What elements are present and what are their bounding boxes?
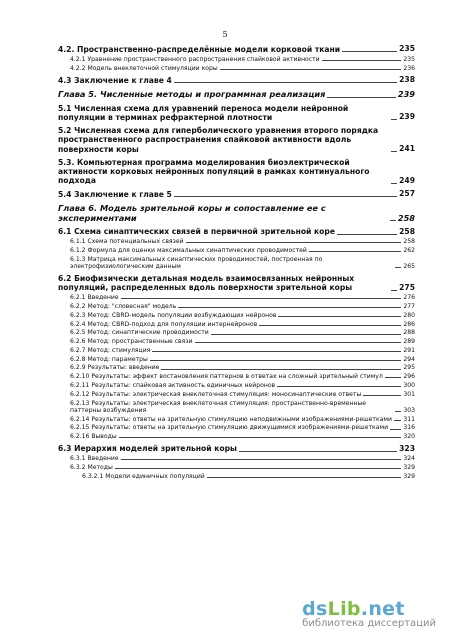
toc-page-number: 311 — [403, 415, 415, 423]
toc-entry-title: 6.3.2.1 Модели единичных популяций — [82, 472, 205, 480]
toc-page-number: 258 — [403, 238, 415, 246]
toc-leader-line — [239, 451, 397, 452]
toc-leader-line — [277, 386, 401, 387]
toc-page-number: 294 — [403, 355, 415, 363]
toc-page-number: 288 — [403, 329, 415, 337]
toc-leader-line — [391, 183, 397, 184]
toc-leader-line — [207, 477, 402, 478]
toc-page-number: 296 — [403, 373, 415, 381]
toc-page-number: 289 — [403, 338, 415, 346]
toc-subsection[interactable] — [58, 464, 415, 471]
toc-entry-title: 6.2.8 Метод: параметры — [70, 355, 148, 363]
toc-leader-line — [391, 290, 397, 291]
toc-entry-title: 5.2 Численная схема для гиперболического уравнения второго порядка пространственного распространения спайковой активности вдоль поверхности коры — [58, 126, 379, 154]
toc-subsection[interactable] — [58, 312, 415, 319]
toc-section[interactable] — [58, 45, 415, 54]
toc-section[interactable] — [58, 126, 415, 154]
toc-leader-line — [186, 242, 402, 243]
dslib-watermark — [302, 598, 436, 629]
toc-entry-title: 4.2.2 Модель внеклеточной стимуляции коры — [70, 64, 218, 72]
toc-entry-title: 6.2 Биофизически детальная модель взаимосвязанных нейронных популяций, распределенных вдоль поверхности зрительной коры — [58, 274, 355, 293]
toc-subsection[interactable] — [58, 329, 415, 336]
toc-page-number: 275 — [399, 282, 415, 292]
toc-entry-title: 5.1 Численная схема для уравнений переноса модели нейронной популяции в терминах рефрактерной плотности — [58, 103, 349, 122]
toc-entry-title: Глава 6. Модель зрительной коры и сопоставление ее с экспериментами — [58, 202, 326, 223]
toc-subsection[interactable] — [58, 65, 415, 72]
toc-page-number: 277 — [403, 302, 415, 310]
toc-subsection[interactable] — [58, 373, 415, 380]
toc-subsection[interactable] — [58, 338, 415, 345]
toc-page-number: 235 — [403, 55, 415, 63]
toc-leader-line — [391, 119, 397, 120]
toc-page-number: 300 — [403, 382, 415, 390]
toc-leader-line — [121, 298, 402, 299]
toc-leader-line — [327, 97, 396, 98]
toc-entry-title: 6.3.2 Методы — [70, 463, 113, 471]
toc-leader-line — [278, 316, 401, 317]
toc-page-number: 238 — [399, 75, 415, 85]
toc-entry-title: 6.2.11 Результаты: спайковая активность единичных нейронов — [70, 382, 276, 390]
toc-page-number: 236 — [403, 64, 415, 72]
toc-page-number: 239 — [397, 89, 415, 100]
toc-page-number: 241 — [399, 144, 415, 154]
toc-section[interactable] — [58, 104, 415, 123]
toc-leader-line — [174, 82, 397, 83]
toc-leader-line — [395, 267, 401, 268]
toc-leader-line — [309, 251, 402, 252]
toc-page-number: 262 — [403, 246, 415, 254]
toc-subsection[interactable] — [58, 347, 415, 354]
toc-section[interactable] — [58, 76, 415, 85]
toc-entry-title: 6.1.1 Схема потенциальных связей — [70, 238, 184, 246]
toc-leader-line — [390, 429, 401, 430]
toc-subsection[interactable] — [58, 303, 415, 310]
toc-leader-line — [195, 342, 402, 343]
toc-leader-line — [150, 360, 402, 361]
toc-entry-title: 4.3 Заключение к главе 4 — [58, 75, 172, 85]
toc-subsection[interactable] — [58, 455, 415, 462]
toc-subsection[interactable] — [58, 416, 415, 423]
toc-subsection[interactable] — [58, 321, 415, 328]
toc-leader-line — [394, 420, 401, 421]
toc-leader-line — [322, 60, 402, 61]
watermark-logo: dsLib.net — [302, 598, 405, 620]
toc-entry-title: 6.2.4 Метод: CBRD-подход для популяции интернейронов — [70, 320, 258, 328]
toc-subsection[interactable] — [58, 56, 415, 63]
toc-entry-title: 6.2.7 Метод: стимуляция — [70, 346, 151, 354]
toc-subsection[interactable] — [58, 424, 415, 431]
toc-entry-title: 6.2.1 Введение — [70, 294, 119, 302]
toc-entry-title: 6.3.1 Введение — [70, 455, 119, 463]
toc-leader-line — [337, 234, 397, 235]
toc-leader-line — [174, 196, 397, 197]
toc-subsection[interactable] — [58, 247, 415, 254]
toc-page-number: 286 — [403, 320, 415, 328]
toc-subsubsection[interactable] — [58, 473, 415, 480]
toc-page-number: 329 — [403, 463, 415, 471]
toc-entry-title: 6.2.6 Метод: пространственные связи — [70, 338, 193, 346]
table-of-contents — [58, 41, 415, 480]
toc-leader-line — [342, 51, 397, 52]
toc-subsection[interactable] — [58, 356, 415, 363]
toc-entry-title: 6.2.10 Результаты: эффект востановления паттернов в ответах на сложный зрительный стимул — [70, 373, 383, 381]
toc-subsection[interactable] — [58, 238, 415, 245]
toc-page-number: 265 — [403, 262, 415, 270]
toc-leader-line — [259, 325, 401, 326]
toc-page-number: 258 — [397, 212, 415, 223]
toc-page-number: 291 — [403, 346, 415, 354]
toc-section[interactable] — [58, 227, 415, 236]
toc-section[interactable] — [58, 444, 415, 453]
page-number: 5 — [222, 30, 228, 39]
toc-entry-title: 6.2.13 Результаты: электрическая внеклеточная стимуляция: пространственно-временные паттерны возбуждения — [70, 399, 366, 414]
toc-page-number: 324 — [403, 455, 415, 463]
toc-page-number: 323 — [399, 443, 415, 453]
toc-entry-title: 6.2.14 Результаты: ответы на зрительную стимуляцию неподвижными изображениями-решетками — [70, 415, 392, 423]
toc-page-number: 257 — [399, 189, 415, 199]
toc-leader-line — [121, 459, 402, 460]
toc-entry-title: 6.2.5 Метод: синаптические проводимости — [70, 329, 209, 337]
toc-leader-line — [211, 334, 402, 335]
toc-entry-title: 4.2. Пространственно-распределённые модели корковой ткани — [58, 45, 341, 54]
toc-page-number: 329 — [403, 472, 415, 480]
toc-entry-title: 6.1 Схема синаптических связей в первичной зрительной коре — [58, 227, 335, 237]
toc-section[interactable] — [58, 158, 415, 186]
toc-chapter[interactable] — [58, 90, 415, 100]
toc-leader-line — [390, 220, 396, 221]
toc-leader-line — [385, 377, 402, 378]
toc-entry-title: 6.2.12 Результаты: электрическая внеклеточная стимуляция: моносинаптические ответы — [70, 390, 362, 398]
toc-page-number: 301 — [403, 390, 415, 398]
toc-subsection[interactable] — [58, 364, 415, 371]
toc-entry-title: 5.3. Компьютерная программа моделирования биоэлектрической активности корковых нейронных популяций в рамках континуального подхода — [58, 157, 370, 186]
toc-entry-title: 4.2.1 Уравнение пространственного распространения спайковой активности — [70, 55, 320, 63]
toc-entry-title: 6.1.3 Матрица максимальных синаптических проводимостей, построенная по электрофизиологическим данным — [70, 255, 323, 270]
toc-leader-line — [220, 69, 402, 70]
toc-page-number: 303 — [403, 406, 415, 414]
toc-entry-title: 6.3 Иерархия моделей зрительной коры — [58, 444, 237, 454]
toc-entry-title: 6.2.15 Результаты: ответы на зрительную стимуляцию движущимися изображениями-решетками — [70, 424, 389, 432]
toc-entry-title: 6.2.16 Выводы — [70, 433, 117, 441]
toc-entry-title: 6.1.2 Формула для оценки максимальных синаптических проводимостей — [70, 246, 307, 254]
toc-subsection[interactable] — [58, 433, 415, 440]
watermark-subtitle: библиотека диссертаций — [302, 618, 436, 629]
toc-leader-line — [391, 151, 397, 152]
toc-page-number: 258 — [399, 226, 415, 236]
toc-subsection[interactable] — [58, 294, 415, 301]
toc-entry-title: 6.2.2 Метод: "словесная" модель — [70, 302, 177, 310]
toc-section[interactable] — [58, 190, 415, 199]
toc-leader-line — [395, 411, 401, 412]
toc-leader-line — [178, 307, 401, 308]
toc-subsection[interactable] — [58, 400, 415, 414]
toc-subsection[interactable] — [58, 391, 415, 398]
toc-leader-line — [161, 369, 401, 370]
toc-leader-line — [152, 351, 401, 352]
toc-entry-title: 6.2.9 Результаты: введение — [70, 364, 160, 372]
toc-leader-line — [115, 468, 402, 469]
toc-entry-title: 5.4 Заключение к главе 5 — [58, 189, 172, 199]
toc-page-number: 276 — [403, 294, 415, 302]
toc-page-number: 280 — [403, 311, 415, 319]
toc-page-number: 316 — [403, 424, 415, 432]
toc-page-number: 295 — [403, 364, 415, 372]
toc-subsection[interactable] — [58, 382, 415, 389]
toc-chapter[interactable] — [58, 204, 415, 223]
toc-page-number: 239 — [399, 112, 415, 122]
toc-page-number: 320 — [403, 433, 415, 441]
toc-leader-line — [363, 395, 401, 396]
toc-section[interactable] — [58, 274, 415, 293]
toc-leader-line — [119, 437, 402, 438]
toc-page-number: 249 — [399, 175, 415, 185]
toc-entry-title: 6.2.3 Метод: CBRD-модель популяции возбуждающих нейронов — [70, 311, 277, 319]
toc-subsection[interactable] — [58, 256, 415, 270]
toc-entry-title: Глава 5. Численные методы и программная реализация — [58, 89, 326, 100]
toc-page-number: 235 — [399, 44, 415, 54]
